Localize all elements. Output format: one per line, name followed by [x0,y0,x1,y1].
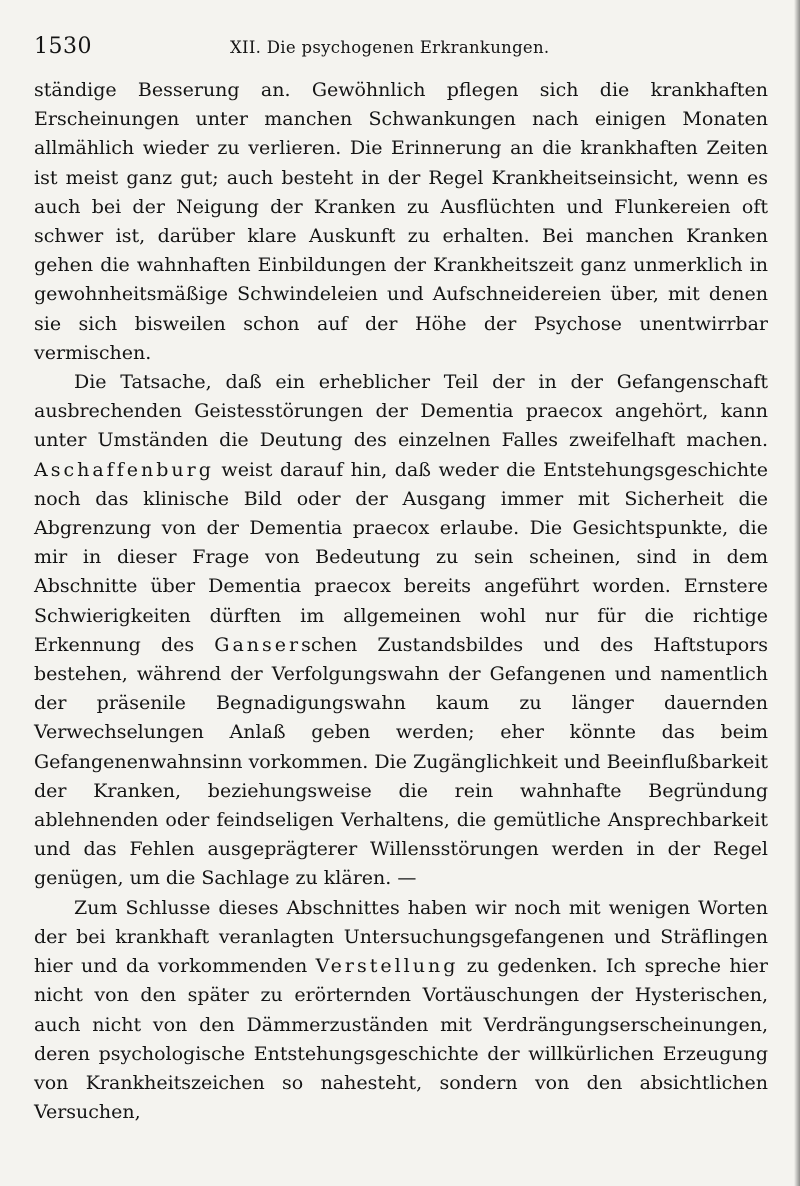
page-edge-shadow [794,0,800,1186]
text-segment: Zum Schlusse dieses Abschnittes haben wir noch mit wenigen Worten der bei krankhaft veranlagten Untersuchungsgefangenen und Sträflingen hier und da vorkommenden [34,896,768,978]
author-name-spaced: Ganser [214,633,302,656]
text-segment: ständige Besserung an. Gewöhnlich pflegen sich die krankhaften Erscheinungen unter manchen Schwankungen nach einigen Monaten allmählich wieder zu verlieren. Die Erinnerung an die krankhaften Zeiten ist meist ganz gut; auch besteht in der Regel Krankheitseinsicht, wenn es auch bei der Neigung der Kranken zu Ausflüchten und Flunkereien oft schwer ist, darüber klare Auskunft zu erhalten. Bei manchen Kranken gehen die wahnhaften Einbildungen der Krankheitszeit ganz unmerklich in gewohnheitsmäßige Schwindeleien und Aufschneidereien über, mit denen sie sich bisweilen schon auf der Höhe der Psychose unentwirrbar vermischen. [34,79,768,364]
page-number: 1530 [34,34,92,59]
running-head: XII. Die psychogenen Erkrankungen. [230,38,550,57]
body-text [34,76,768,1127]
text-segment: weist darauf hin, daß weder die Entstehungsgeschichte noch das klinische Bild oder der Ausgang immer mit Sicherheit die Abgrenzung von der Dementia praecox erlaube. Die Gesichtspunkte, die mir in dieser Frage von Bedeutung zu sein scheinen, sind in dem Abschnitte über Dementia praecox bereits angeführt worden. Ernstere Schwierigkeiten dürften im allgemeinen wohl nur für die richtige Erkennung des [34,458,768,656]
paragraph-2 [34,368,768,894]
paragraph-1 [34,76,768,368]
text-segment: zu gedenken. Ich spreche hier nicht von den später zu erörternden Vortäuschungen der Hysterischen, auch nicht von den Dämmerzuständen mit Verdrängungserscheinungen, deren psychologische Entstehungsgeschichte der willkürlichen Erzeugung von Krankheitszeichen so nahesteht, sondern von den absichtlichen Versuchen, [34,955,768,1124]
paragraph-3 [34,894,768,1128]
author-name-spaced: Aschaffenburg [34,458,214,481]
text-segment: schen Zustandsbildes und des Haftstupors bestehen, während der Verfolgungswahn der Gefangenen und namentlich der präsenile Begnadigungswahn kaum zu länger dauernden Verwechselungen Anlaß geben werden; eher könnte das beim Gefangenenwahnsinn vorkommen. Die Zugänglichkeit und Beeinflußbarkeit der Kranken, beziehungsweise die rein wahnhafte Begründung ablehnenden oder feindseligen Verhaltens, die gemütliche Ansprechbarkeit und das Fehlen ausgeprägterer Willensstörungen werden in der Regel genügen, um die Sachlage zu klären. — [34,633,768,890]
text-segment: Die Tatsache, daß ein erheblicher Teil der in der Gefangenschaft ausbrechenden Geistesstörungen der Dementia praecox angehört, kann unter Umständen die Deutung des einzelnen Falles zweifelhaft machen. [34,371,768,452]
emphasis-spaced: Verstellung [315,955,459,978]
page-header [34,34,768,64]
